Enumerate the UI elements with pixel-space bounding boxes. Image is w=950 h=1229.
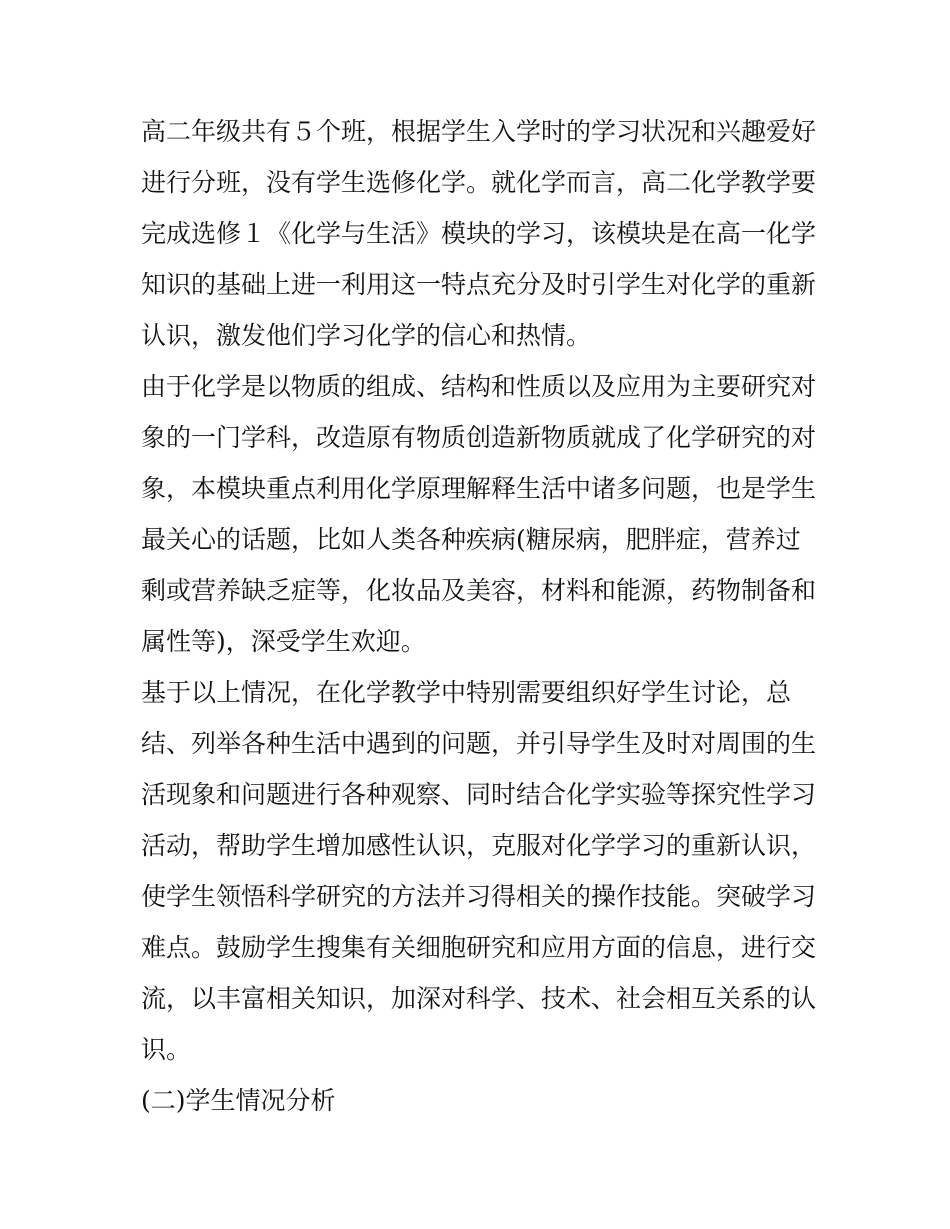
text-line: 活动，帮助学生增加感性认识，克服对化学学习的重新认识， [141,831,817,860]
text-line: 结、列举各种生活中遇到的问题，并引导学生及时对周围的生 [141,729,817,758]
text-line: 象的一门学科，改造原有物质创造新物质就成了化学研究的对 [141,423,817,452]
text-line: 认识，激发他们学习化学的信心和热情。 [141,321,592,350]
text-line: 完成选修１《化学与生活》模块的学习，该模块是在高一化学 [141,219,817,248]
text-line: 知识的基础上进一利用这一特点充分及时引学生对化学的重新 [141,270,817,299]
text-line: 由于化学是以物质的组成、结构和性质以及应用为主要研究对 [141,372,817,401]
section-heading: (二)学生情况分析 [141,1086,336,1115]
body-text [141,106,821,1126]
text-line: 最关心的话题，比如人类各种疾病(糖尿病，肥胖症，营养过 [141,525,801,554]
text-line: 高二年级共有５个班，根据学生入学时的学习状况和兴趣爱好 [141,117,817,146]
text-line: 属性等)，深受学生欢迎。 [141,627,426,656]
text-line: 剩或营养缺乏症等，化妆品及美容，材料和能源，药物制备和 [141,576,817,605]
text-line: 识。 [141,1035,192,1064]
text-line: 使学生领悟科学研究的方法并习得相关的操作技能。突破学习 [141,882,817,911]
text-line: 活现象和问题进行各种观察、同时结合化学实验等探究性学习 [141,780,817,809]
text-line: 进行分班，没有学生选修化学。就化学而言，高二化学教学要 [141,168,817,197]
text-line: 基于以上情况，在化学教学中特别需要组织好学生讨论，总 [141,678,792,707]
text-line: 象，本模块重点利用化学原理解释生活中诸多问题，也是学生 [141,474,817,503]
text-line: 难点。鼓励学生搜集有关细胞研究和应用方面的信息，进行交 [141,933,817,962]
text-line: 流，以丰富相关知识，加深对科学、技术、社会相互关系的认 [141,984,817,1013]
